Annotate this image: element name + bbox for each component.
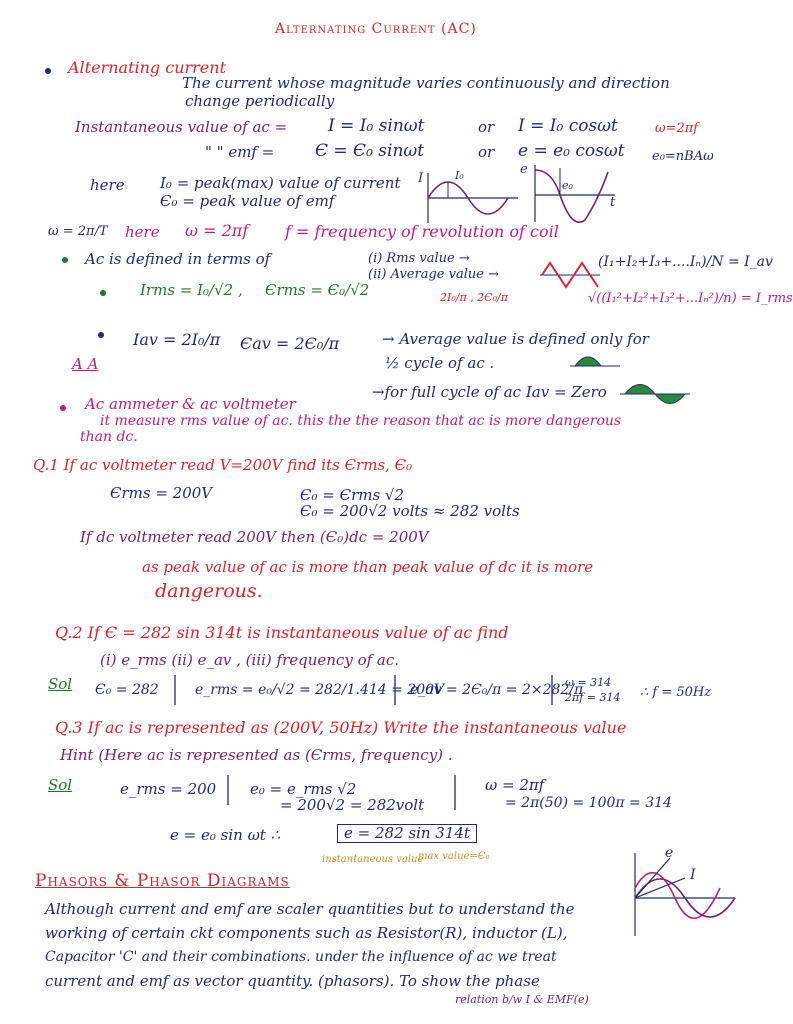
q1-e0-value: Є₀ = 200√2 volts ≈ 282 volts [300, 502, 520, 520]
heading-alternating-current: Alternating current [68, 58, 227, 77]
graph-e0-label: e₀ [562, 179, 573, 192]
current-eq-cos: I = I₀ cosωt [518, 116, 618, 136]
q1-e0-eq: Є₀ = Єrms √2 [300, 486, 405, 504]
q3-erms: e_rms = 200 [120, 780, 217, 798]
question-1: Q.1 If ac voltmeter read V=200V find its Єrms, Є₀ [33, 456, 413, 474]
i0-definition: I₀ = peak(max) value of current [160, 174, 401, 192]
definition-line-2: change periodically [185, 92, 335, 110]
aa-mark: A A [72, 355, 99, 373]
phasor-para-1: Although current and emf are scaler quantities but to understand the [45, 900, 575, 918]
graph-i0-label: I₀ [455, 169, 464, 182]
phasor-graph [630, 845, 740, 938]
full-cycle-note: →for full cycle of ac Iav = Zero [372, 383, 607, 401]
iav-formula: Iav = 2I₀/π [133, 330, 221, 349]
q3-answer-box: e = 282 sin 314t [337, 824, 477, 843]
emf-eq-sin: Є = Є₀ sinωt [315, 141, 425, 161]
q3-instantaneous: e = e₀ sin ωt ∴ [170, 826, 281, 844]
q3-e0-value: = 200√2 = 282volt [280, 796, 425, 814]
emf-label: " " emf = [205, 143, 275, 161]
q2-omega: ω = 314 [565, 676, 612, 689]
than-dc: than dc. [80, 429, 138, 445]
q3-sol-label: Sol [48, 776, 73, 794]
phasor-para-2: working of certain ckt components such as Resistor(R), inductor (L), [45, 924, 568, 942]
omega-2pif: ω = 2πf [185, 221, 249, 240]
q2-sol-label: Sol [48, 675, 73, 693]
q2-erms: e_rms = e₀/√2 = 282/1.414 = 200V [195, 682, 445, 698]
current-eq-sin: I = I₀ sinωt [328, 116, 425, 136]
emf-eq-cos: e = e₀ cosωt [518, 141, 625, 161]
or-text: or [478, 118, 495, 136]
e0-definition: Є₀ = peak value of emf [160, 192, 335, 210]
q2-e0: Є₀ = 282 [95, 682, 159, 698]
q1-erms: Єrms = 200V [110, 484, 213, 502]
phasor-i-label: I [690, 867, 696, 883]
half-cycle-note: ½ cycle of ac . [385, 354, 495, 372]
q2-2pif: 2πf = 314 [565, 691, 621, 704]
measure-rms: it measure rms value of ac. this the the reason that ac is more dangerous [100, 413, 622, 429]
rms-formula: √((I₁²+I₂²+I₃²+...Iₙ²)/n) = I_rms [588, 291, 793, 306]
q1-conclusion: as peak value of ac is more than peak value of dc it is more [142, 558, 594, 576]
e0-note: e₀=nBAω [652, 149, 714, 164]
or-text-2: or [478, 143, 495, 161]
phasor-para-5: relation b/w I & EMF(e) [455, 993, 589, 1006]
omega-note: ω=2πf [655, 121, 699, 136]
q3-inst-caption: instantaneous value [322, 854, 424, 865]
q1-dangerous: dangerous. [155, 580, 263, 602]
erms-formula: Єrms = Є₀/√2 [265, 281, 370, 299]
phasor-para-4: current and emf as vector quantity. (phasors). To show the phase [45, 972, 540, 990]
ac-defined: Ac is defined in terms of [85, 250, 271, 268]
q2-frequency: ∴ f = 50Hz [640, 685, 712, 700]
here-label-2: here [125, 223, 160, 241]
question-3: Q.3 If ac is represented as (200V, 50Hz) Write the instantaneous value [55, 718, 627, 737]
rms-value-item: (i) Rms value → [368, 251, 470, 266]
frequency-definition: f = frequency of revolution of coil [285, 222, 559, 241]
q2-eav: e_av = 2Є₀/π = 2×282/π [410, 682, 584, 698]
phasor-para-3: Capacitor 'C' and their combinations. under the influence of ac we treat [45, 949, 557, 965]
graph-i-label: I [418, 171, 424, 186]
q3-e0-eq: e₀ = e_rms √2 [250, 780, 357, 798]
instantaneous-label: Instantaneous value of ac = [75, 118, 288, 136]
q3-hint: Hint (Here ac is represented as (Єrms, frequency) . [60, 746, 453, 764]
page-title: Alternating Current (AC) [275, 21, 477, 37]
here-label: here [90, 176, 125, 194]
omega-period: ω = 2π/T [48, 224, 108, 239]
average-formula: (I₁+I₂+I₃+....Iₙ)/N = I_av [598, 254, 773, 270]
graph-e-label: e [520, 162, 528, 177]
q1-dc-note: If dc voltmeter read 200V then (Є₀)dc = 200V [80, 528, 429, 546]
average-value-item: (ii) Average value → [368, 267, 499, 282]
phasors-heading: Phasors & Phasor Diagrams [35, 871, 290, 891]
q3-omega-value: = 2π(50) = 100π = 314 [505, 795, 672, 811]
q2-parts: (i) e_rms (ii) e_av , (iii) frequency of ac. [100, 651, 400, 669]
phasor-e-label: e [665, 845, 674, 861]
ac-meter: Ac ammeter & ac voltmeter [85, 395, 296, 413]
question-2: Q.2 If Є = 282 sin 314t is instantaneous value of ac find [55, 623, 509, 642]
q3-omega-eq: ω = 2πf [485, 776, 545, 794]
definition-line-1: The current whose magnitude varies continuously and direction [182, 74, 670, 92]
irms-formula: Irms = I₀/√2 , [140, 281, 243, 299]
graph-t-label: t [610, 195, 616, 210]
avg-fractions: 2I₀/π , 2Є₀/π [440, 291, 508, 304]
q3-max-caption: max value=Є₀ [418, 851, 490, 862]
eav-formula: Єav = 2Є₀/π [240, 334, 340, 353]
average-note: → Average value is defined only for [382, 330, 649, 348]
